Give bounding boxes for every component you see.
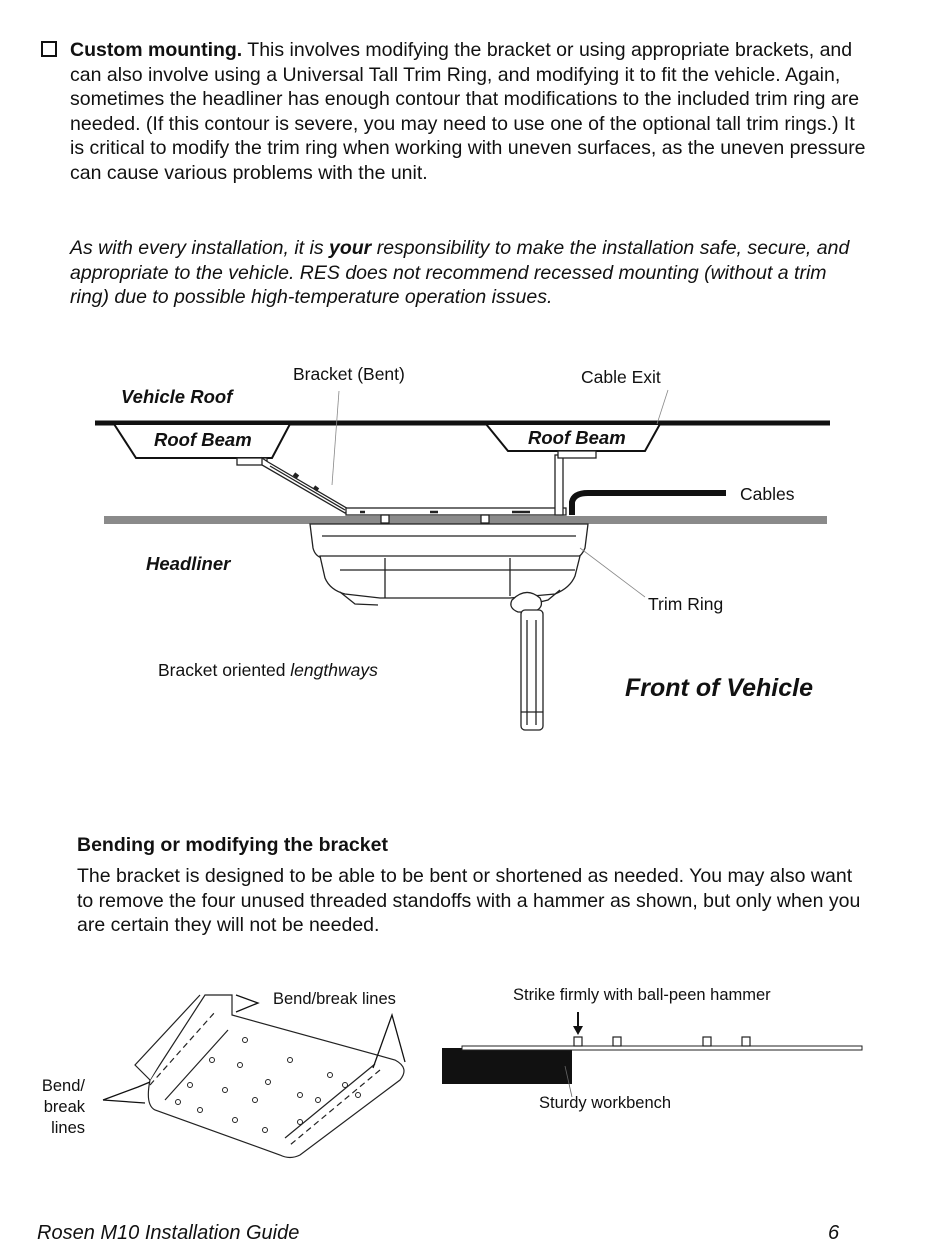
section-title: Bending or modifying the bracket [77,834,388,856]
roof-beam-right-label: Roof Beam [528,427,626,448]
cables-line [572,493,726,515]
roof-beam-left-label: Roof Beam [154,429,252,450]
custom-mounting-text: This involves modifying the bracket or using appropriate brackets, and can also involve using a Universal Tall Trim Ring, and modifying it to fit the vehicle. Again, sometimes the headliner has enough contour that modifications to the included trim ring are needed. (If this contour is severe, you may need to use one of the optional tall trim rings.) It is critical to modify the trim ring when working with uneven surfaces, as the uneven pressure can cause various problems with the unit. [70,39,866,184]
vehicle-roof-label: Vehicle Roof [121,386,233,407]
page-number: 6 [828,1222,840,1244]
footer-title: Rosen M10 Installation Guide [37,1222,300,1244]
bend-break-top-label: Bend/break lines [273,990,396,1008]
trim-ring-unit-shape [310,524,588,730]
note-emphasis: your [329,237,372,259]
headliner-bar [104,516,827,524]
bend-break-left-label-3: lines [51,1119,85,1137]
bracket-bent-label: Bracket (Bent) [293,364,405,384]
bracket-orientation-label [158,660,378,681]
bent-bracket-shape [237,451,596,523]
headliner-label: Headliner [146,553,231,574]
orientation-prefix: Bracket oriented [158,660,291,680]
custom-mounting-heading: Custom mounting. [70,39,243,61]
bracket-plate-drawing [135,995,404,1158]
bend-break-left-label-2: break [43,1098,85,1116]
workbench-label: Sturdy workbench [539,1094,672,1112]
cables-label: Cables [740,484,795,504]
note-part2: responsibility to make the installation safe, secure, and appropriate to the vehicle. RES does not recommend recessed mounting (without a trim ring) due to possible high-temperature operation issues. [70,237,850,309]
front-of-vehicle-label: Front of Vehicle [625,674,813,702]
orientation-emphasis: lengthways [290,660,378,680]
trim-ring-label: Trim Ring [648,594,724,614]
bend-break-left-label-1: Bend/ [41,1077,85,1095]
note-part1: As with every installation, it is [70,237,330,259]
section-body: The bracket is designed to be able to be bent or shortened as needed. You may also want to remove the four unused threaded standoffs with a hammer as shown, but only when you are certain they will not be needed. [77,865,861,937]
workbench-drawing [442,1012,862,1097]
strike-hammer-label: Strike firmly with ball-peen hammer [513,986,771,1004]
cable-exit-label: Cable Exit [581,367,661,387]
